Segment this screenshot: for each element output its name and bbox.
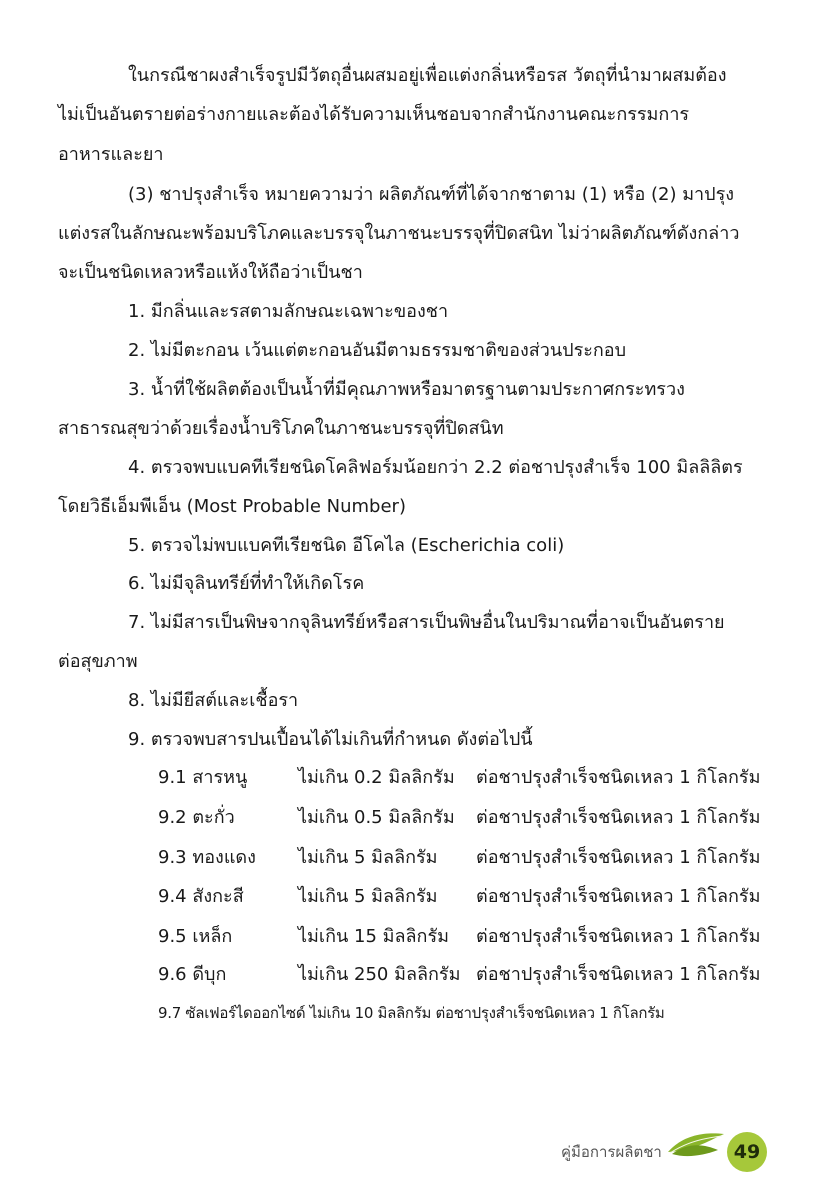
contaminant-limit: ไม่เกิน 0.5 มิลลิกรัม — [298, 807, 455, 828]
paragraph-line: ในกรณีชาผงสำเร็จรูปมีวัตถุอื่นผสมอยู่เพื่อแต่งกลิ่นหรือรส วัตถุที่นำมาผสมต้อง — [128, 65, 727, 86]
limit-row — [0, 763, 839, 793]
paragraph-line: ไม่เป็นอันตรายต่อร่างกายและต้องได้รับความเห็นชอบจากสำนักงานคณะกรรมการ — [58, 104, 690, 125]
contaminant-limit: ไม่เกิน 5 มิลลิกรัม — [298, 886, 438, 907]
contaminant-unit: ต่อชาปรุงสำเร็จชนิดเหลว 1 กิโลกรัม — [476, 847, 761, 868]
contaminant-limit: ไม่เกิน 250 มิลลิกรัม — [298, 964, 461, 985]
contaminant-limit: ไม่เกิน 15 มิลลิกรัม — [298, 926, 449, 947]
list-item: 5. ตรวจไม่พบแบคทีเรียชนิด อีโคไล (Escherichia coli) — [128, 535, 565, 556]
limit-row — [0, 843, 839, 873]
paragraph-line: อาหารและยา — [58, 144, 164, 165]
contaminant-unit: ต่อชาปรุงสำเร็จชนิดเหลว 1 กิโลกรัม — [476, 767, 761, 788]
contaminant-limit: ไม่เกิน 5 มิลลิกรัม — [298, 847, 438, 868]
contaminant-unit: ต่อชาปรุงสำเร็จชนิดเหลว 1 กิโลกรัม — [476, 807, 761, 828]
list-item: 1. มีกลิ่นและรสตามลักษณะเฉพาะของชา — [128, 301, 449, 322]
list-item: 2. ไม่มีตะกอน เว้นแต่ตะกอนอันมีตามธรรมชาติของส่วนประกอบ — [128, 340, 627, 361]
tea-leaf-icon — [666, 1128, 726, 1160]
contaminant-unit: ต่อชาปรุงสำเร็จชนิดเหลว 1 กิโลกรัม — [476, 926, 761, 947]
list-item-continuation: สาธารณสุขว่าด้วยเรื่องน้ำบริโภคในภาชนะบรรจุที่ปิดสนิท — [58, 418, 504, 439]
page-number-badge: 49 — [727, 1132, 767, 1172]
list-item: 6. ไม่มีจุลินทรีย์ที่ทำให้เกิดโรค — [128, 573, 365, 594]
list-item: 7. ไม่มีสารเป็นพิษจากจุลินทรีย์หรือสารเป็นพิษอื่นในปริมาณที่อาจเป็นอันตราย — [128, 612, 725, 633]
list-item: 9. ตรวจพบสารปนเปื้อนได้ไม่เกินที่กำหนด ดังต่อไปนี้ — [128, 729, 533, 750]
limit-row-sulfur-dioxide: 9.7 ซัลเฟอร์ไดออกไซด์ ไม่เกิน 10 มิลลิกรัม ต่อชาปรุงสำเร็จชนิดเหลว 1 กิโลกรัม — [158, 1004, 665, 1022]
contaminant-unit: ต่อชาปรุงสำเร็จชนิดเหลว 1 กิโลกรัม — [476, 964, 761, 985]
contaminant-name: 9.1 สารหนู — [158, 767, 248, 788]
limit-row — [0, 882, 839, 912]
list-item: 3. น้ำที่ใช้ผลิตต้องเป็นน้ำที่มีคุณภาพหรือมาตรฐานตามประกาศกระทรวง — [128, 379, 685, 400]
contaminant-name: 9.3 ทองแดง — [158, 847, 256, 868]
paragraph-line: แต่งรสในลักษณะพร้อมบริโภคและบรรจุในภาชนะบรรจุที่ปิดสนิท ไม่ว่าผลิตภัณฑ์ดังกล่าว — [58, 223, 740, 244]
limit-row — [0, 960, 839, 990]
contaminant-name: 9.5 เหล็ก — [158, 926, 233, 947]
list-item: 4. ตรวจพบแบคทีเรียชนิดโคลิฟอร์มน้อยกว่า 2.2 ต่อชาปรุงสำเร็จ 100 มิลลิลิตร — [128, 457, 743, 478]
contaminant-name: 9.2 ตะกั่ว — [158, 807, 235, 828]
book-title: คู่มือการผลิตชา — [561, 1143, 662, 1161]
paragraph-line: จะเป็นชนิดเหลวหรือแห้งให้ถือว่าเป็นชา — [58, 262, 363, 283]
contaminant-unit: ต่อชาปรุงสำเร็จชนิดเหลว 1 กิโลกรัม — [476, 886, 761, 907]
limit-row — [0, 803, 839, 833]
paragraph-line: (3) ชาปรุงสำเร็จ หมายความว่า ผลิตภัณฑ์ที่ได้จากชาตาม (1) หรือ (2) มาปรุง — [128, 184, 735, 205]
list-item: 8. ไม่มียีสต์และเชื้อรา — [128, 690, 299, 711]
list-item-continuation: ต่อสุขภาพ — [58, 651, 138, 672]
contaminant-name: 9.4 สังกะสี — [158, 886, 244, 907]
list-item-continuation: โดยวิธีเอ็มพีเอ็น (Most Probable Number) — [58, 496, 406, 517]
contaminant-name: 9.6 ดีบุก — [158, 964, 227, 985]
contaminant-limit: ไม่เกิน 0.2 มิลลิกรัม — [298, 767, 455, 788]
limit-row — [0, 922, 839, 952]
